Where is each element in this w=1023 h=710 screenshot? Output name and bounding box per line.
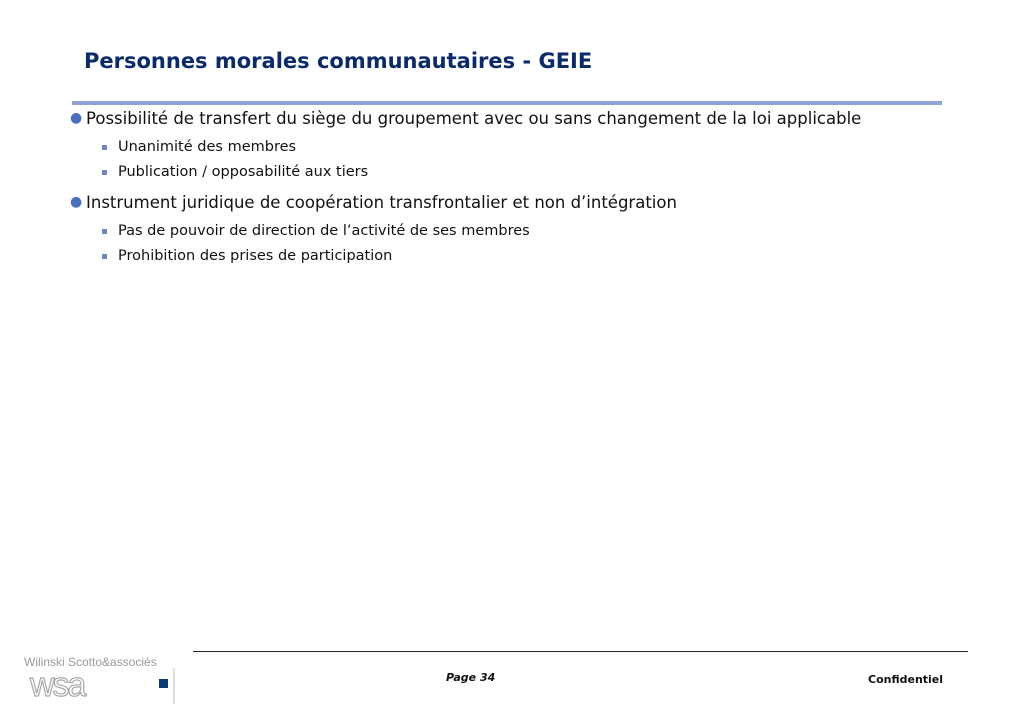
sub-bullet-item (86, 244, 930, 269)
bullet-item (70, 107, 930, 185)
page-number: Page 34 (446, 671, 496, 684)
logo-mark: wsa (30, 666, 85, 704)
slide-body (70, 107, 930, 269)
sub-bullet-text: Prohibition des prises de participation (118, 248, 393, 264)
sub-bullet-list (86, 135, 930, 185)
company-logo (24, 654, 194, 706)
sub-bullet-text: Pas de pouvoir de direction de l’activité de ses membres (118, 223, 530, 239)
sub-bullet-item (86, 219, 930, 244)
square-bullet-icon (102, 145, 107, 150)
square-bullet-icon (102, 229, 107, 234)
slide-title: Personnes morales communautaires - GEIE (84, 49, 593, 73)
bullet-text: Possibilité de transfert du siège du groupement avec ou sans changement de la loi applicable (86, 109, 862, 128)
sub-bullet-item (86, 160, 930, 185)
footer-divider (193, 651, 968, 652)
confidential-label: Confidentiel (868, 673, 944, 686)
sub-bullet-text: Publication / opposabilité aux tiers (118, 164, 369, 180)
sub-bullet-text: Unanimité des membres (118, 139, 297, 155)
logo-square-icon (159, 679, 168, 688)
round-bullet-icon: ● (70, 110, 83, 126)
bullet-item (70, 191, 930, 269)
title-divider (72, 101, 942, 105)
sub-bullet-list (86, 219, 930, 269)
bullet-text: Instrument juridique de coopération transfrontalier et non d’intégration (86, 193, 677, 212)
square-bullet-icon (102, 254, 107, 259)
round-bullet-icon: ● (70, 194, 83, 210)
logo-company-name: Wilinski Scotto&associés (24, 655, 157, 669)
square-bullet-icon (102, 170, 107, 175)
sub-bullet-item (86, 135, 930, 160)
